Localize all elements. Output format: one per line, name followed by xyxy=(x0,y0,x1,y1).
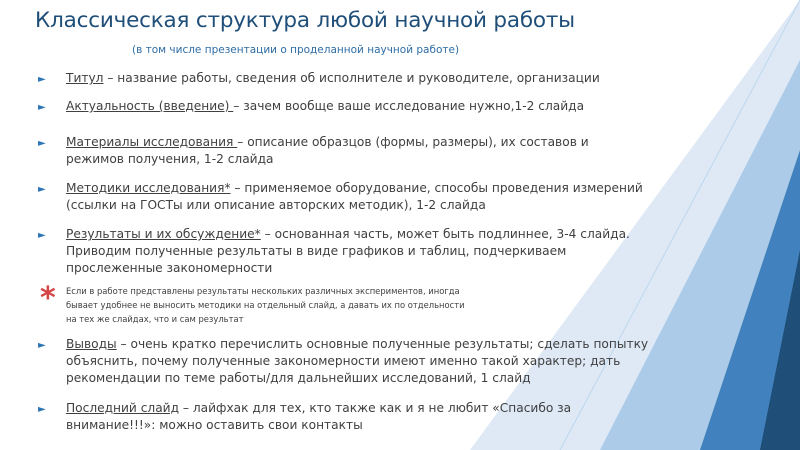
slide-subtitle: (в том числе презентации о проделанной научной работе) xyxy=(132,44,460,56)
bullet-arrow-icon: ► xyxy=(38,184,46,195)
list-item-results xyxy=(38,226,706,277)
bullet-arrow-icon: ► xyxy=(38,138,46,149)
list-item-materials xyxy=(38,134,706,168)
item-term: Актуальность (введение) xyxy=(66,99,234,113)
item-text-line: объяснить, почему полученные закономерности имеют именно такой характер; дать xyxy=(66,354,621,368)
item-term: Результаты и их обсуждение* xyxy=(66,227,261,241)
footnote-line: Если в работе представлены результаты нескольких различных экспериментов, иногда xyxy=(66,286,460,296)
item-term: Последний слайд xyxy=(66,401,180,415)
footnote-line: на тех же слайдах, что и сам результат xyxy=(66,314,244,324)
item-text-line: (ссылки на ГОСТы или описание авторских методик), 1-2 слайда xyxy=(66,198,486,212)
item-text-line: режимов получения, 1-2 слайда xyxy=(66,152,274,166)
item-text: – описание образцов (формы, размеры), их составов и xyxy=(237,135,589,149)
footnote-line: бывает удобнее не выносить методики на отдельный слайд, а давать их по отдельности xyxy=(66,300,465,310)
item-text: – лайфхак для тех, кто также как и я не любит «Спасибо за xyxy=(179,401,572,415)
item-term: Титул xyxy=(66,71,104,85)
list-item-methods xyxy=(38,180,706,214)
asterisk-mark: * xyxy=(40,281,56,316)
bullet-arrow-icon: ► xyxy=(38,340,46,351)
item-text: – основанная часть, может быть подлиннее, 3-4 слайда. xyxy=(260,227,630,241)
list-item-title xyxy=(38,70,706,87)
item-text-line: прослеженные закономерности xyxy=(66,261,273,275)
list-item-last-slide xyxy=(38,400,706,434)
item-term: Материалы исследования xyxy=(66,135,238,149)
item-text: – зачем вообще ваше исследование нужно,1-2 слайда xyxy=(233,99,585,113)
item-text-line: Приводим полученные результаты в виде графиков и таблиц, подчеркиваем xyxy=(66,244,567,258)
bullet-arrow-icon: ► xyxy=(38,74,46,85)
item-text: – очень кратко перечислить основные полученные результаты; сделать попытку xyxy=(116,337,649,351)
list-item-relevance xyxy=(38,98,706,115)
slide-title: Классическая структура любой научной работы xyxy=(35,8,575,33)
item-text-line: внимание!!!»: можно оставить свои контакты xyxy=(66,418,363,432)
item-term: Методики исследования* xyxy=(66,181,231,195)
list-item-conclusions xyxy=(38,336,706,387)
footnote xyxy=(66,284,586,326)
bullet-arrow-icon: ► xyxy=(38,230,46,241)
item-text: – применяемое оборудование, способы проведения измерений xyxy=(230,181,643,195)
item-term: Выводы xyxy=(66,337,117,351)
item-text-line: рекомендации по теме работы/для дальнейших исследований, 1 слайд xyxy=(66,371,531,385)
bullet-arrow-icon: ► xyxy=(38,404,46,415)
bullet-arrow-icon: ► xyxy=(38,102,46,113)
item-text: – название работы, сведения об исполнителе и руководителе, организации xyxy=(103,71,600,85)
